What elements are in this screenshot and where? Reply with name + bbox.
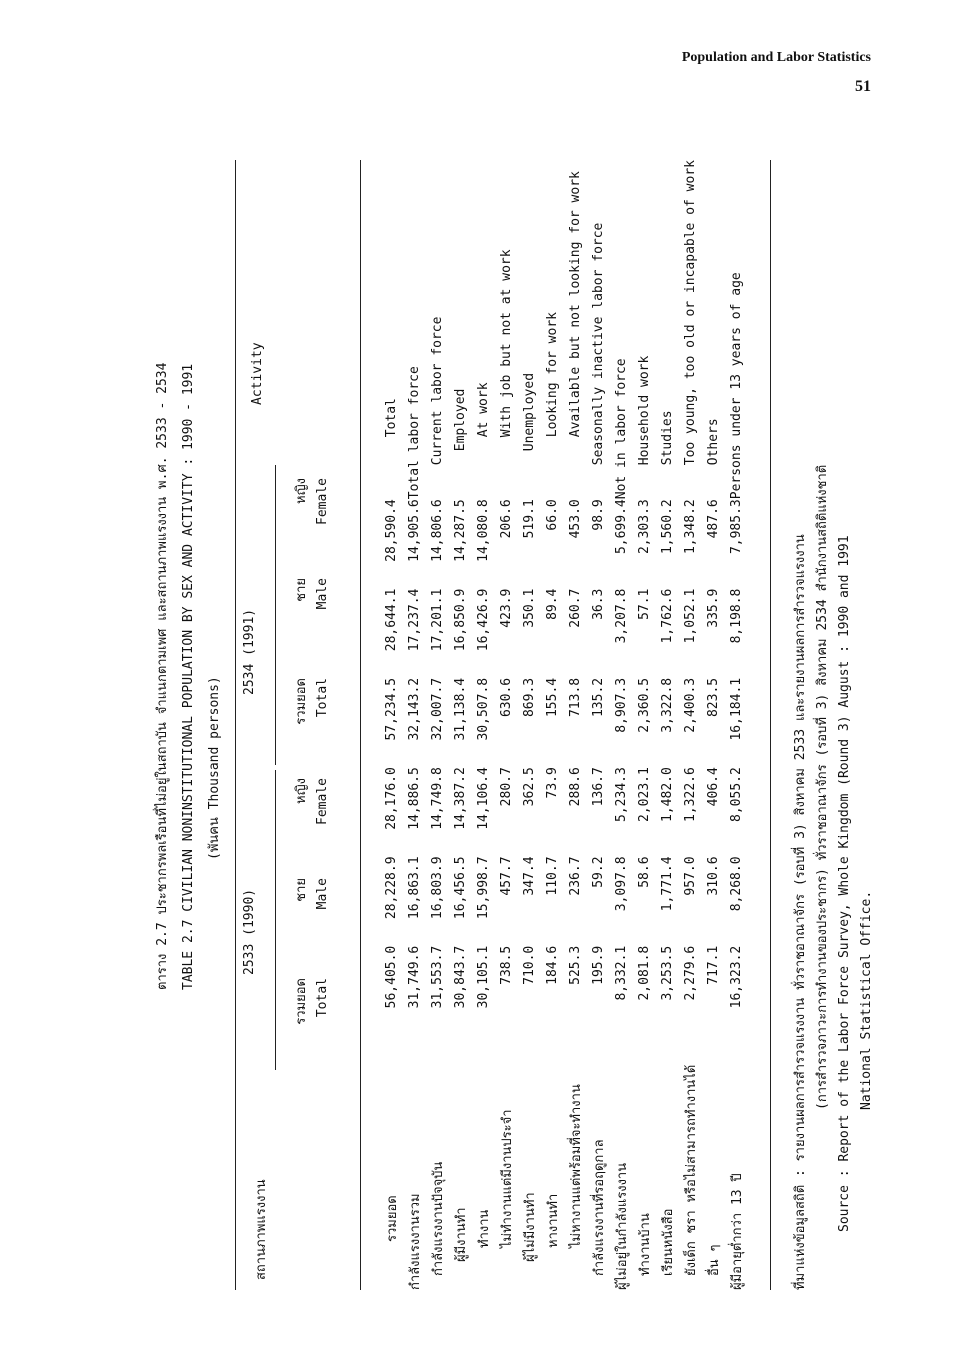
cell-value: 2,279.6: [683, 945, 698, 1001]
cell-value: 28,644.1: [384, 588, 399, 652]
cell-value: 31,138.4: [453, 677, 468, 741]
cell-value: 135.2: [591, 677, 606, 718]
row-label-th: หางานทำ: [546, 1193, 561, 1248]
row-label-th: ผู้ไม่มีงานทำ: [523, 1192, 538, 1262]
cell-value: 16,456.5: [453, 856, 468, 920]
row-label-th: กำลังแรงงานปัจจุบัน: [431, 1161, 446, 1276]
cell-value: 73.9: [545, 767, 560, 799]
cell-value: 56,405.0: [384, 945, 399, 1009]
cell-value: 8,198.8: [729, 588, 744, 644]
cell-value: 16,803.9: [430, 856, 445, 920]
cell-value: 1,771.4: [660, 856, 675, 912]
row-label-th: กำลังแรงงานที่รอฤดูกาล: [592, 1139, 607, 1276]
cell-value: 7,985.3: [729, 499, 744, 555]
row-label-en: Too young, too old or incapable of work: [683, 160, 698, 466]
cell-value: 869.3: [522, 677, 537, 718]
cell-value: 59.2: [591, 856, 606, 888]
table-row: [679, 160, 702, 1290]
cell-value: 14,287.5: [453, 499, 468, 562]
row-label-en: Current labor force: [430, 316, 445, 466]
sub-th-total-2: รวมยอด: [294, 678, 309, 725]
cell-value: 17,237.4: [407, 588, 422, 652]
row-label-en: Total: [384, 398, 399, 438]
cell-value: 288.6: [568, 767, 583, 807]
cell-value: 89.4: [545, 588, 560, 620]
row-label-th: ทำงาน: [477, 1209, 492, 1248]
cell-value: 136.7: [591, 767, 606, 807]
sub-th-total-1: รวมยอด: [294, 978, 309, 1025]
cell-value: 28,228.9: [384, 856, 399, 920]
cell-value: 335.9: [706, 588, 721, 628]
cell-value: 350.1: [522, 588, 537, 628]
cell-value: 957.0: [683, 856, 698, 896]
table-row: [725, 160, 748, 1290]
cell-value: 347.4: [522, 856, 537, 896]
table-row: [403, 160, 426, 1290]
cell-value: 16,850.9: [453, 588, 468, 652]
row-label-th: ไม่ทำงานแต่มีงานประจำ: [500, 1109, 515, 1248]
table-row: [610, 160, 633, 1290]
cell-value: 30,843.7: [453, 945, 468, 1009]
cell-value: 717.1: [706, 945, 721, 985]
data-table: [380, 160, 748, 1290]
cell-value: 98.9: [591, 499, 606, 531]
cell-value: 3,253.5: [660, 945, 675, 1001]
table-row: [564, 160, 587, 1290]
source-en-line1: Report of the Labor Force Survey, Whole Kingdom (Round 3) August : 1990 and 1991: [837, 535, 852, 1162]
cell-value: 16,184.1: [729, 677, 744, 741]
row-label-th: ไม่หางานแต่พร้อมที่จะทำงาน: [569, 1084, 584, 1248]
source-th-line1: รายงานผลการสำรวจแรงงาน ทั่วราชอาณาจักร (รอบที่ 3) สิงหาคม 2533 และรายงานผลการสำรวจแรงงาน: [793, 534, 808, 1162]
cell-value: 2,360.5: [637, 677, 652, 733]
cell-value: 3,097.8: [614, 856, 629, 912]
cell-value: 31,749.6: [407, 945, 422, 1009]
cell-value: 16,323.2: [729, 945, 744, 1009]
cell-value: 195.9: [591, 945, 606, 985]
source-en-line2: National Statistical Office.: [859, 890, 874, 1110]
page-number: 51: [855, 78, 871, 95]
cell-value: 3,207.8: [614, 588, 629, 644]
cell-value: 5,699.4: [614, 499, 629, 555]
cell-value: 280.7: [499, 767, 514, 807]
row-label-en: Available but not looking for work: [568, 171, 583, 438]
sub-th-male-2: ชาย: [294, 578, 309, 602]
sub-en-female-2: Female: [315, 478, 330, 525]
source-en-label: Source :: [837, 1169, 852, 1232]
cell-value: 1,560.2: [660, 499, 675, 555]
data-table-body: [380, 160, 748, 1290]
year-1991-header: 2534 (1991): [242, 608, 257, 695]
cell-value: 2,303.3: [637, 499, 652, 555]
cell-value: 28,176.0: [384, 767, 399, 830]
cell-value: 487.6: [706, 499, 721, 539]
cell-value: 738.5: [499, 945, 514, 985]
sub-en-male-1: Male: [315, 878, 330, 910]
row-label-th: ผู้ไม่อยู่ในกำลังแรงงาน: [615, 1162, 630, 1290]
cell-value: 713.8: [568, 677, 583, 718]
bottom-rule: [770, 160, 771, 1290]
cell-value: 32,007.7: [430, 677, 445, 741]
cell-value: 457.7: [499, 856, 514, 896]
cell-value: 823.5: [706, 677, 721, 718]
source-th-label: ที่มาแห่งข้อมูลสถิติ :: [793, 1169, 808, 1290]
cell-value: 8,268.0: [729, 856, 744, 912]
table-row: [633, 160, 656, 1290]
cell-value: 14,886.5: [407, 767, 422, 830]
row-label-en: Looking for work: [545, 312, 560, 438]
col-header-activity-th: สถานภาพแรงงาน: [254, 1179, 269, 1280]
total-row: [380, 160, 403, 1290]
cell-value: 8,055.2: [729, 767, 744, 822]
cell-value: 15,998.7: [476, 856, 491, 920]
col-header-activity-en: Activity: [250, 342, 265, 405]
row-label-th: กำลังแรงงานรวม: [408, 1193, 423, 1290]
cell-value: 8,907.3: [614, 677, 629, 733]
cell-value: 57.1: [637, 588, 652, 620]
cell-value: 5,234.3: [614, 767, 629, 822]
row-label-en: At work: [476, 382, 491, 438]
table-row: [495, 160, 518, 1290]
cell-value: 36.3: [591, 588, 606, 620]
cell-value: 31,553.7: [430, 945, 445, 1009]
cell-value: 1,052.1: [683, 588, 698, 644]
cell-value: 236.7: [568, 856, 583, 896]
source-note: [790, 190, 878, 1290]
cell-value: 14,080.8: [476, 499, 491, 562]
table-title-en: TABLE 2.7 CIVILIAN NONINSTITUTIONAL POPULATION BY SEX AND ACTIVITY : 1990 - 1991: [181, 363, 196, 990]
table-row: [449, 160, 472, 1290]
row-label-en: Household work: [637, 355, 652, 466]
cell-value: 406.4: [706, 767, 721, 807]
row-label-th: ยังเด็ก ชรา หรือไม่สามารถทำงานได้: [684, 1064, 699, 1276]
table-row: [587, 160, 610, 1290]
cell-value: 66.0: [545, 499, 560, 531]
cell-value: 1,762.6: [660, 588, 675, 644]
cell-value: 28,590.4: [384, 499, 399, 562]
table-unit: (พันคน Thousand persons): [207, 676, 222, 860]
year-1990-header: 2533 (1990): [242, 888, 257, 975]
sub-en-total-1: Total: [315, 978, 330, 1018]
row-label-en: Others: [706, 418, 721, 466]
cell-value: 184.6: [545, 945, 560, 985]
cell-value: 2,400.3: [683, 677, 698, 733]
cell-value: 1,482.0: [660, 767, 675, 822]
year-1990-underline: [275, 770, 276, 1070]
cell-value: 17,201.1: [430, 588, 445, 652]
cell-value: 30,507.8: [476, 677, 491, 741]
row-label-en: Employed: [453, 388, 468, 452]
cell-value: 110.7: [545, 856, 560, 896]
cell-value: 710.0: [522, 945, 537, 985]
sub-en-male-2: Male: [315, 578, 330, 610]
cell-value: 525.3: [568, 945, 583, 985]
cell-value: 310.6: [706, 856, 721, 896]
running-header-title: Population and Labor Statistics: [681, 50, 871, 65]
table-row: [702, 160, 725, 1290]
row-label-en: Seasonally inactive labor force: [591, 222, 606, 466]
sub-en-female-1: Female: [315, 778, 330, 825]
row-label-th: ทำงานบ้าน: [638, 1213, 653, 1276]
cell-value: 155.4: [545, 677, 560, 718]
sub-th-female-2: หญิง: [294, 478, 309, 504]
cell-value: 14,387.2: [453, 767, 468, 830]
table-row: [656, 160, 679, 1290]
cell-value: 3,322.8: [660, 677, 675, 733]
table-row: [541, 160, 564, 1290]
row-label-en: Not in labor force: [614, 358, 629, 500]
cell-value: 362.5: [522, 767, 537, 807]
cell-value: 32,143.2: [407, 677, 422, 741]
cell-value: 14,905.6: [407, 499, 422, 562]
cell-value: 57,234.5: [384, 677, 399, 741]
row-label-en: Total labor force: [407, 366, 422, 500]
header-rule: [360, 160, 361, 1290]
table-row: [472, 160, 495, 1290]
row-label-en: With job but not at work: [499, 249, 514, 438]
row-label-en: Persons under 13 years of age: [729, 272, 744, 500]
cell-value: 8,332.1: [614, 945, 629, 1001]
row-label-th: ผู้มีอายุต่ำกว่า 13 ปี: [730, 1173, 745, 1290]
cell-value: 2,023.1: [637, 767, 652, 822]
cell-value: 16,426.9: [476, 588, 491, 652]
cell-value: 453.0: [568, 499, 583, 539]
table-title: [150, 362, 228, 990]
table-title-th: ตาราง 2.7 ประชากรพลเรือนที่ไม่อยู่ในสถาบัน จำแนกตามเพศ และสถานภาพแรงงาน พ.ศ. 2533 - 2534: [155, 362, 170, 990]
cell-value: 14,749.8: [430, 767, 445, 830]
cell-value: 14,106.4: [476, 767, 491, 830]
row-label-en: Studies: [660, 410, 675, 466]
cell-value: 14,806.6: [430, 499, 445, 562]
cell-value: 2,081.8: [637, 945, 652, 1001]
row-label-th: ผู้มีงานทำ: [454, 1207, 469, 1262]
rotated-table-block: [150, 160, 874, 1290]
cell-value: 58.6: [637, 856, 652, 888]
cell-value: 630.6: [499, 677, 514, 718]
source-th-line2: (การสำรวจภาวะการทำงานของประชากร) ทั่วราชอาณาจักร (รอบที่ 3) สิงหาคม 2534 สำนักงานสถิติแห่งชาติ: [815, 464, 830, 1110]
row-label-th: เรียนหนังสือ: [661, 1208, 676, 1276]
cell-value: 519.1: [522, 499, 537, 539]
cell-value: 1,322.6: [683, 767, 698, 822]
row-label-th: อื่น ๆ: [707, 1244, 722, 1276]
cell-value: 1,348.2: [683, 499, 698, 555]
top-rule: [235, 160, 236, 1290]
cell-value: 30,105.1: [476, 945, 491, 1009]
table-row: [518, 160, 541, 1290]
cell-value: 16,863.1: [407, 856, 422, 920]
year-1991-underline: [275, 465, 276, 765]
row-label-th: รวมยอด: [385, 1195, 400, 1242]
row-label-en: Unemployed: [522, 372, 537, 452]
cell-value: 423.9: [499, 588, 514, 628]
table-row: [426, 160, 449, 1290]
cell-value: 260.7: [568, 588, 583, 628]
sub-en-total-2: Total: [315, 678, 330, 718]
sub-th-female-1: หญิง: [294, 778, 309, 804]
cell-value: 206.6: [499, 499, 514, 539]
sub-th-male-1: ชาย: [294, 878, 309, 902]
